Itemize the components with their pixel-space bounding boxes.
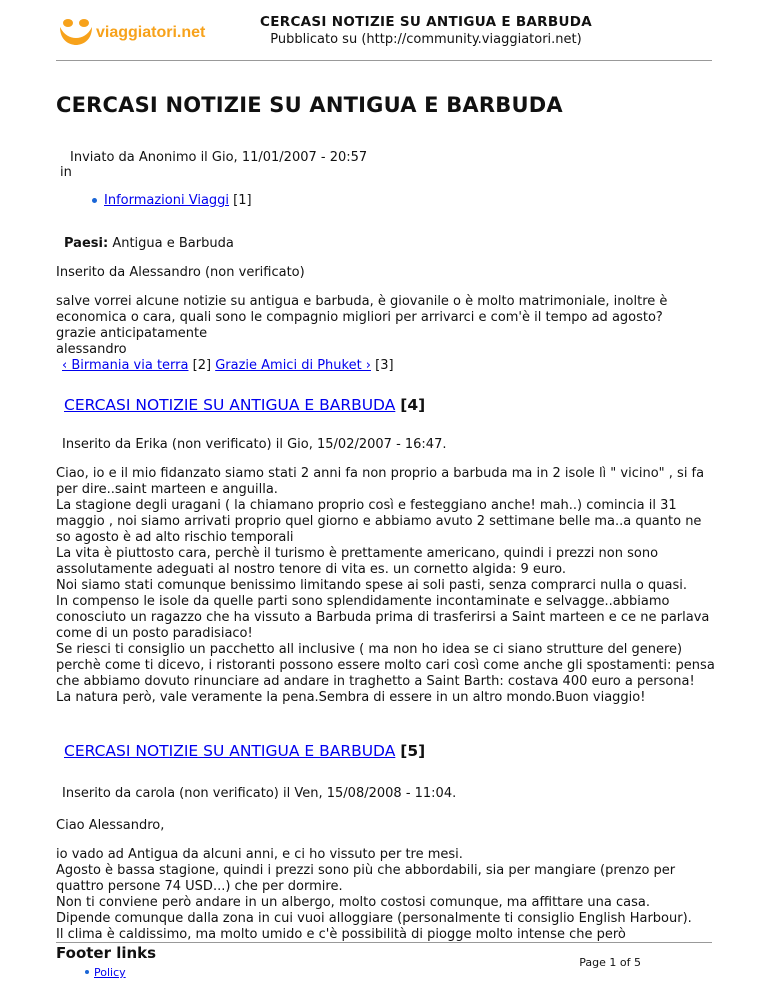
article-pager [62,358,394,375]
header-divider [56,60,712,61]
page-number: Page 1 of 5 [579,956,641,969]
paesi-field [64,236,234,253]
bullet-icon [92,198,97,203]
comment-line: Noi siamo stati comunque benissimo limitando spese ai soli pasti, senza comprarci nulla o quasi. [56,578,687,593]
comment-line: Non ti conviene però andare in un albergo, molto costosi comunque, ma affittare una casa. [56,895,650,910]
comment-line: che abbiamo dovuto rinunciare ad andare in traghetto a Saint Barth: costava 400 euro a persona! [56,674,695,689]
logo-mark-icon [58,17,218,47]
body-line: grazie anticipatamente [56,326,208,341]
policy-link[interactable]: Policy [94,966,126,979]
comment-line: conosciuto un ragazzo che ha vissuto a Barbuda prima di trasferirsi a Saint marteen e ce ne parlava [56,610,710,625]
next-article-link[interactable]: Grazie Amici di Phuket › [215,358,372,373]
category-ref: [1] [233,193,252,208]
comment-heading [64,742,425,760]
header-subtitle: Pubblicato su (http://community.viaggiatori.net) [270,32,582,47]
footer-policy-item [94,966,126,979]
comment-line: io vado ad Antigua da alcuni anni, e ci ho vissuto per tre mesi. [56,847,463,862]
comment-line: so agosto è ad alto rischio temporali [56,530,294,545]
comment-line: per dire..saint marteen e anguilla. [56,482,278,497]
header-title: CERCASI NOTIZIE SU ANTIGUA E BARBUDA [260,14,592,30]
comment-line: Ciao, io e il mio fidanzato siamo stati 2 anni fa non proprio a barbuda ma in 2 isole lì " vicino" , si fa [56,466,705,481]
comment-line: Agosto è bassa stagione, quindi i prezzi sono più che abbordabili, sia per mangiare (prenzo per [56,863,676,878]
prev-article-link[interactable]: ‹ Birmania via terra [62,358,189,373]
logo-text: viaggiatori.net [96,24,206,41]
comment-line: assolutamente adeguati al nostro tenore di vita es. un cornetto algida: 9 euro. [56,562,567,577]
body-line: salve vorrei alcune notizie su antigua e barbuda, è giovanile o è molto matrimoniale, inoltre è [56,294,668,309]
article-in-label: in [60,165,72,180]
comment-title-link[interactable]: CERCASI NOTIZIE SU ANTIGUA E BARBUDA [64,396,396,414]
bullet-icon [85,970,89,974]
comment-ref: [4] [400,396,426,414]
comment-line: La stagione degli uragani ( la chiamano proprio così e festeggiano anche! mah..) comincia il 31 [56,498,677,513]
comment-line: quattro persone 74 USD...) che per dormire. [56,879,343,894]
article-meta: Inviato da Anonimo il Gio, 11/01/2007 - 20:57 [70,150,368,165]
comment-line: In compenso le isole da quelle parti sono splendidamente incontaminate e selvagge..abbiamo [56,594,670,609]
comment-ref: [5] [400,742,426,760]
site-logo [58,17,218,47]
page-title: CERCASI NOTIZIE SU ANTIGUA E BARBUDA [56,93,563,117]
comment-line: maggio , noi siamo arrivati proprio quel giorno e abbiamo avuto 2 settimane belle ma..a quanto ne [56,514,702,529]
footer-title: Footer links [56,944,157,962]
comment-line: perchè come ti dicevo, i ristoranti possono essere molto cari così come anche gli spostamenti: pensa [56,658,715,673]
paesi-label: Paesi: [64,236,109,251]
article-author: Inserito da Alessandro (non verificato) [56,265,305,280]
comment-meta: Inserito da carola (non verificato) il Ven, 15/08/2008 - 11:04. [62,786,457,801]
body-line: economica o cara, quali sono le compagnio migliori per arrivarci e com'è il tempo ad agosto? [56,310,663,325]
footer-divider [56,942,712,943]
comment-meta: Inserito da Erika (non verificato) il Gio, 15/02/2007 - 16:47. [62,437,447,452]
prev-ref: [2] [192,358,212,373]
comment-line: La vita è piuttosto cara, perchè il turismo è prettamente americano, quindi i prezzi non sono [56,546,659,561]
comment-line: La natura però, vale veramente la pena.Sembra di essere in un altro mondo.Buon viaggio! [56,690,646,705]
body-line: alessandro [56,342,127,357]
next-ref: [3] [375,358,394,373]
comment-line: Il clima è caldissimo, ma molto umido e c'è possibilità di piogge molto intense che però [56,927,626,942]
comment-title-link[interactable]: CERCASI NOTIZIE SU ANTIGUA E BARBUDA [64,742,396,760]
comment-line: Dipende comunque dalla zona in cui vuoi alloggiare (personalmente ti consiglio English Harbour). [56,911,692,926]
comment-heading [64,396,425,414]
comment-greeting: Ciao Alessandro, [56,818,165,833]
comment-line: come di un posto paradisiaco! [56,626,253,641]
category-link[interactable]: Informazioni Viaggi [104,193,230,208]
paesi-value: Antigua e Barbuda [112,236,234,251]
comment-line: Se riesci ti consiglio un pacchetto all inclusive ( ma non ho idea se ci siano strutture del genere) [56,642,683,657]
category-item [104,193,252,210]
